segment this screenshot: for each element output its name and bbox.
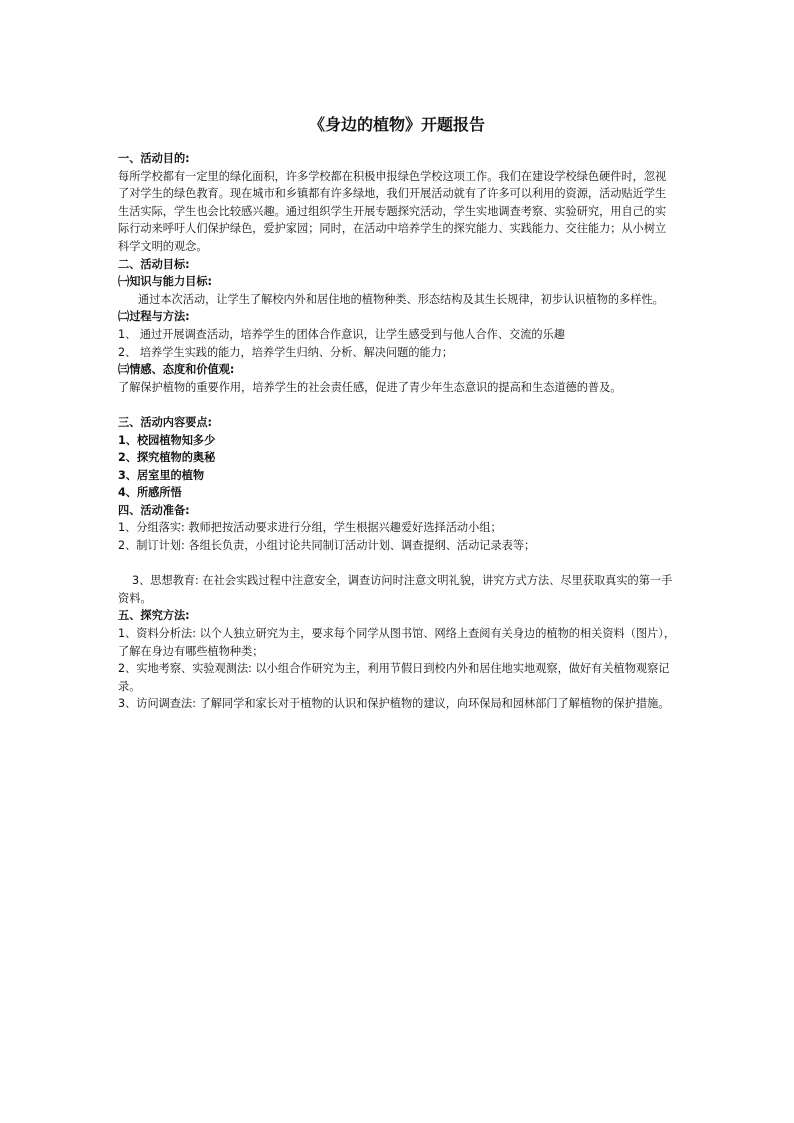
section-5-heading: 五、探究方法:: [118, 609, 190, 623]
section-5-item-1: 1、资料分析法: 以个人独立研究为主，要求每个同学从图书馆、网络上查阅有关身边的植物的相关资料（图片），了解在身边有哪些植物种类；: [118, 627, 676, 658]
section-3-item: 3、居室里的植物: [118, 468, 205, 482]
section-2-sub2-item: 2、 培养学生实践的能力，培养学生归纳、分析、解决问题的能力；: [118, 345, 454, 359]
document-body: [118, 150, 676, 713]
section-1-body: 每所学校都有一定里的绿化面积，许多学校都在积极申报绿色学校这项工作。我们在建设学校绿色硬件时，忽视了对学生的绿色教育。现在城市和乡镇都有许多绿地，我们开展活动就有了许多可以利用的资源，活动贴近学生生活实际，学生也会比较感兴趣。通过组织学生开展专题探究活动，学生实地调查考察、实验研究，用自己的实际行动来呼吁人们保护绿色，爱护家园；同时，在活动中培养学生的探究能力、实践能力、交往能力；从小树立科学文明的观念。: [118, 169, 667, 253]
section-2-heading: 二、活动目标:: [118, 257, 190, 271]
section-2-sub1-body: 通过本次活动，让学生了解校内外和居住地的植物种类、形态结构及其生长规律，初步认识植物的多样性。: [138, 292, 664, 306]
section-2-sub1-heading: ㈠知识与能力目标:: [118, 275, 212, 289]
section-3-heading: 三、活动内容要点:: [118, 415, 212, 429]
document-title: 《身边的植物》开题报告: [308, 115, 485, 134]
section-4-item-3: 3、思想教育: 在社会实践过程中注意安全，调查访问时注意文明礼貌，讲究方式方法、尽里获取真实的第一手资料。: [118, 574, 673, 605]
section-3-item: 2、探究植物的奥秘: [118, 451, 216, 465]
section-4-item-2: 2、制订计划: 各组长负责，小组讨论共同制订活动计划、调查提纲、活动记录表等；: [118, 539, 536, 553]
section-2-sub2-item: 1、 通过开展调查活动，培养学生的团体合作意识，让学生感受到与他人合作、交流的乐趣: [118, 327, 565, 341]
section-2-sub2-heading: ㈡过程与方法:: [118, 310, 190, 324]
section-2-sub3-heading: ㈢情感、态度和价值观:: [118, 363, 235, 377]
section-5-item-3: 3、访问调查法: 了解同学和家长对于植物的认识和保护植物的建议，向环保局和园林部门了解植物的保护措施。: [118, 697, 670, 711]
section-3-item: 1、校园植物知多少: [118, 433, 216, 447]
section-1-heading: 一、活动目的:: [118, 152, 190, 165]
section-5-item-2: 2、实地考察、实验观测法: 以小组合作研究为主，利用节假日到校内外和居住地实地观察，做好有关植物观察记录。: [118, 662, 670, 693]
section-3-item: 4、所感所悟: [118, 486, 182, 500]
blank-line: [118, 396, 676, 414]
section-4-item-1: 1、分组落实: 教师把按活动要求进行分组，学生根据兴趣爱好选择活动小组；: [118, 521, 502, 535]
section-2-sub3-body: 了解保护植物的重要作用，培养学生的社会责任感，促进了青少年生态意识的提高和生态道德的普及。: [118, 380, 622, 394]
section-4-heading: 四、活动准备:: [118, 503, 190, 517]
blank-line: [118, 555, 676, 573]
